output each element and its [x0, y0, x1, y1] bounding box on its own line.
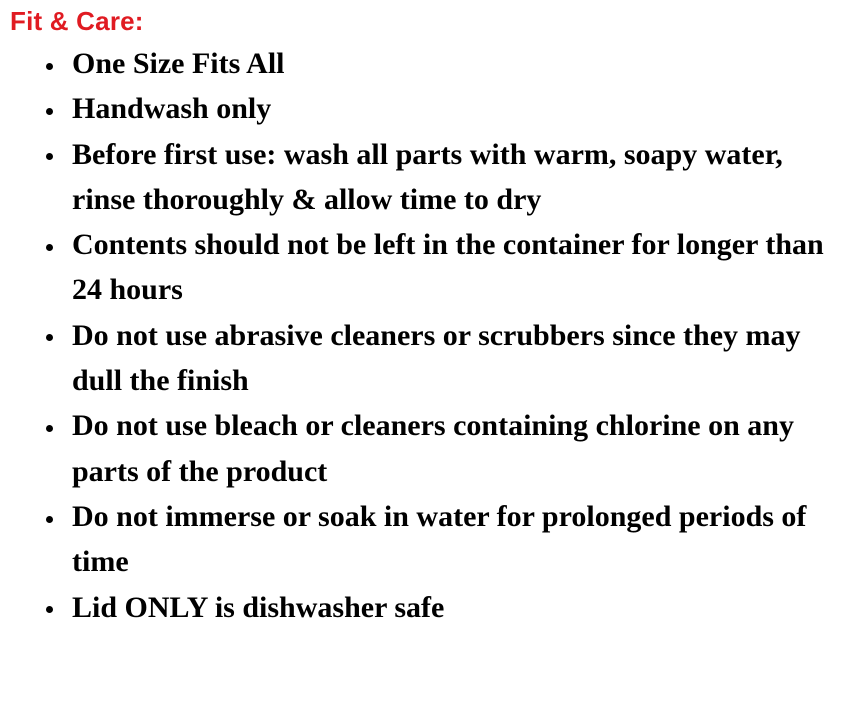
list-item: [40, 494, 835, 585]
list-item: [40, 313, 835, 404]
bullet-icon: [46, 63, 53, 70]
list-item-text: Contents should not be left in the container for longer than 24 hours: [72, 228, 824, 307]
list-item: [40, 132, 835, 223]
list-item-text: Lid ONLY is dishwasher safe: [72, 590, 445, 624]
list-item-text: Do not use abrasive cleaners or scrubbers since they may dull the finish: [72, 318, 801, 398]
list-item: [40, 41, 835, 86]
list-item: [40, 403, 835, 494]
list-item-text: Do not immerse or soak in water for prolonged periods of time: [72, 499, 807, 579]
list-item-text: One Size Fits All: [72, 47, 285, 80]
list-item: [40, 585, 835, 630]
care-instruction-list: [10, 41, 835, 630]
list-item: [40, 86, 835, 131]
list-item-text: Handwash only: [72, 92, 272, 126]
list-item-text: Do not use bleach or cleaners containing chlorine on any parts of the product: [72, 409, 794, 488]
bullet-icon: [46, 244, 53, 251]
page-title: Fit & Care:: [10, 6, 144, 36]
bullet-icon: [46, 108, 53, 115]
bullet-icon: [46, 334, 53, 341]
bullet-icon: [46, 425, 53, 432]
bullet-icon: [46, 606, 53, 613]
list-item: [40, 222, 835, 313]
list-item-text: Before first use: wash all parts with warm, soapy water, rinse thoroughly & allow time to dry: [72, 137, 783, 216]
bullet-icon: [46, 153, 53, 160]
bullet-icon: [46, 516, 53, 523]
